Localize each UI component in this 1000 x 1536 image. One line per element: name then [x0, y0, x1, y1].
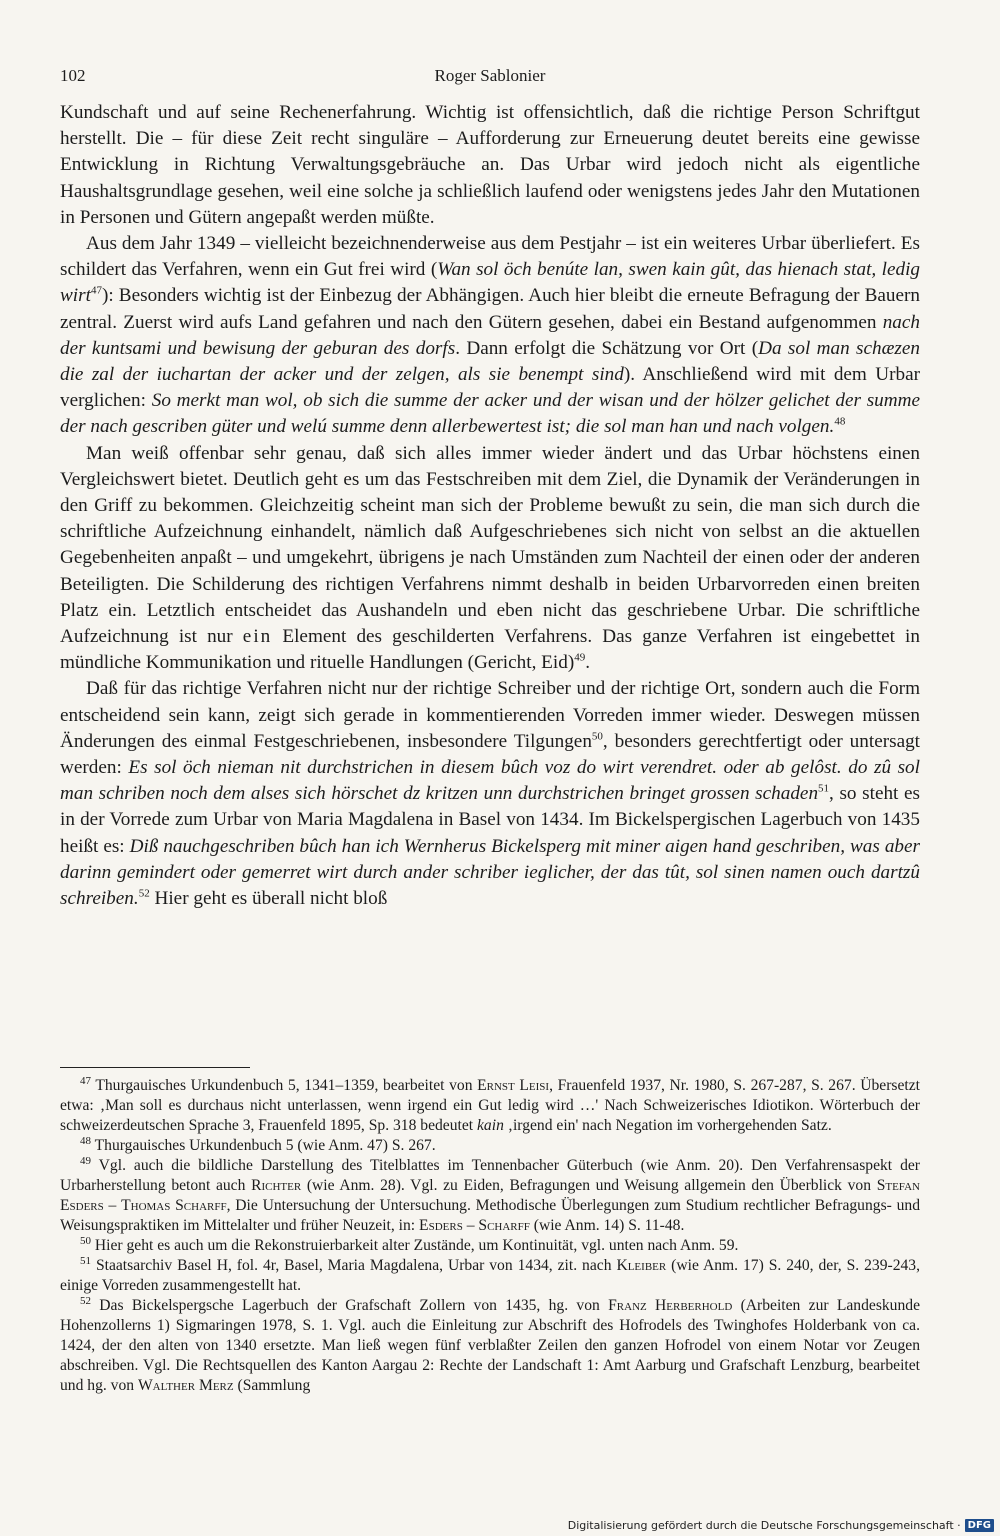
- paragraph: Kundschaft und auf seine Rechenerfahrung. Wichtig ist offensichtlich, daß die richtige Person Schriftgut herstellt. Die – für diese Zeit recht singuläre – Aufforderung zur Erneuerung deutet bereits eine gewisse Entwicklung in Richtung Verwaltungsgebräuche an. Das Urbar wird jedoch nicht als eigentliche Haushaltsgrundlage gesehen, weil eine solche ja schließlich laufend oder wenigstens jedes Jahr den Mutationen in Personen und Gütern angepaßt werden müßte.: [60, 102, 920, 228]
- footnote-divider: [60, 1067, 250, 1068]
- document-page: [60, 0, 920, 1536]
- footnote-47: $^{47}$ Thurgauisches Urkundenbuch 5, 1341–1359, bearbeitet von Ernst Leisi, Frauenfeld 1937, Nr. 1980, S. 267-287, S. 267. Übersetzt etwa: ‚Man soll es durchaus nicht unterlassen, wenn irgend ein Gut ledig wird …' Nach Schweizerisches Idiotikon. Wörterbuch der schweizerdeutschen Sprache 3, Frauenfeld 1895, Sp. 318 bedeutet kain ‚irgend ein' nach Negation im vorhergehenden Satz.: [60, 1074, 920, 1134]
- page-number: 102: [60, 66, 86, 85]
- digitization-banner: [568, 1519, 994, 1532]
- paragraph: Daß für das richtige Verfahren nicht nur der richtige Schreiber und der richtige Ort, sondern auch die Form entscheidend sein kann, zeigt sich gerade in kommentierenden Vorreden immer wieder. Deswegen müssen Änderungen des einmal Festgeschriebenen, insbesondere Tilgungen$^{50}$, besonders gerechtfertigt oder untersagt werden: Es sol öch nieman nit durchstrichen in diesem bûch voz do wirt verendret. oder ab gelôst. do zû sol man schriben noch dem alses sich hörschet dz kritzen unn durchstrichen bringet grossen schaden$^{51}$, so steht es in der Vorrede zum Urbar von Maria Magdalena in Basel von 1434. Im Bickelspergischen Lagerbuch von 1435 heißt es: Diß nauchgeschriben bûch han ich Wernherus Bickelsperg mit miner aigen hand geschriben, was aber darinn gemindert oder gemerret wirt durch ander schriber ieglicher, der das tût, sol sinen namen ouch dartzû schreiben.$^{52}$ Hier geht es überall nicht bloß: [60, 678, 921, 910]
- footnote-50: $^{50}$ Hier geht es auch um die Rekonstruierbarkeit alter Zustände, um Kontinuität, vgl. unten nach Anm. 59.: [80, 1234, 739, 1254]
- footnote-ref[interactable]: 52: [138, 887, 150, 900]
- footnote-ref[interactable]: 48: [834, 416, 846, 429]
- paragraph: Aus dem Jahr 1349 – vielleicht bezeichnenderweise aus dem Pestjahr – ist ein weiteres Urbar überliefert. Es schildert das Verfahren, wenn ein Gut frei wird (Wan sol öch benúte lan, swen kain gût, das hienach stat, ledig wirt$^{47}$): Besonders wichtig ist der Einbezug der Abhängigen. Auch hier bleibt die erneute Befragung der Bauern zentral. Zuerst wird aufs Land gefahren und nach den Gütern gesehen, dabei ein Bestand aufgenommen nach der kuntsami und bewisung der geburan des dorfs. Dann erfolgt die Schätzung vor Ort (Da sol man schæzen die zal der iuchartan der acker und der zelgen, als sie benempt sind). Anschließend wird mit dem Urbar verglichen: So merkt man wol, ob sich die summe der acker und der wisan und der hölzer gelichet der summe der nach gescriben güter und welú summe denn allerbewertest ist; die sol man han und nach volgen.$^{48}$: [60, 233, 921, 438]
- paragraph: Man weiß offenbar sehr genau, daß sich alles immer wieder ändert und das Urbar höchstens einen Vergleichswert bietet. Deutlich geht es um das Festschreiben mit dem Ziel, die Dynamik der Veränderungen in den Griff zu bekommen. Gleichzeitig scheint man sich der Probleme bewußt zu sein, die man sich durch die schriftliche Aufzeichnung einhandelt, nämlich daß Aufgeschriebenes sich nicht von selbst an die aktuellen Gegebenheiten anpaßt – und umgekehrt, übrigens je nach Umständen zum Nachteil der einen oder der anderen Beteiligten. Die Schilderung des richtigen Verfahrens nimmt deshalb in beiden Urbarvorreden einen breiten Platz ein. Letztlich entscheidet das Aushandeln und eben nicht das geschriebene Urbar. Die schriftliche Aufzeichnung ist nur ein Element des geschilderten Verfahrens. Das ganze Verfahren ist eingebettet in mündliche Kommunikation und rituelle Handlungen (Gericht, Eid)$^{49}$.: [60, 442, 920, 674]
- dfg-logo: DFG: [965, 1519, 994, 1532]
- running-head: Roger Sablonier: [434, 66, 546, 85]
- page-header: [60, 66, 920, 88]
- footnote-ref[interactable]: 51: [818, 782, 830, 795]
- footnote-48: $^{48}$ Thurgauisches Urkundenbuch 5 (wie Anm. 47) S. 267.: [80, 1134, 436, 1154]
- footnote-51: $^{51}$ Staatsarchiv Basel H, fol. 4r, Basel, Maria Magdalena, Urbar von 1434, zit. nach Kleiber (wie Anm. 17) S. 240, der, S. 239-243, einige Vorreden zusammengestellt hat.: [60, 1254, 920, 1294]
- footnote-52: $^{52}$ Das Bickelspergsche Lagerbuch der Grafschaft Zollern von 1435, hg. von Franz Herberhold (Arbeiten zur Landeskunde Hohenzollerns 1) Sigmaringen 1978, S. 1. Vgl. auch die Einleitung zur Abschrift des Hofrodels des Twinghofes Holderbank von ca. 1424, der den alten von 1340 ersetzte. Man ließ wegen fünf verblaßter Zeilen den ganzen Hofrodel von einem Notar vor Zeugen abschreiben. Vgl. Die Rechtsquellen des Kanton Aargau 2: Rechte der Landschaft 1: Amt Aarburg und Grafschaft Lenzburg, bearbeitet und hg. von Walther Merz (Sammlung: [60, 1294, 920, 1394]
- footnote-ref[interactable]: 49: [574, 651, 586, 664]
- footnote-ref[interactable]: 47: [90, 285, 102, 298]
- footnotes: [60, 1076, 920, 1396]
- footnote-49: $^{49}$ Vgl. auch die bildliche Darstellung des Titelblattes im Tennenbacher Güterbuch (wie Anm. 20). Den Verfahrensaspekt der Urbarherstellung betont auch Richter (wie Anm. 28). Vgl. zu Eiden, Befragungen und Weisung allgemein den Überblick von Stefan Esders – Thomas Scharff, Die Untersuchung der Untersuchung. Methodische Überlegungen zum Studium rechtlicher Befragungs- und Weisungspraktiken im Mittelalter und früher Neuzeit, in: Esders – Scharff (wie Anm. 14) S. 11-48.: [60, 1154, 921, 1234]
- footnote-ref[interactable]: 50: [591, 730, 603, 743]
- banner-text: Digitalisierung gefördert durch die Deutsche Forschungsgemeinschaft ·: [567, 1519, 961, 1532]
- main-text: [60, 100, 920, 912]
